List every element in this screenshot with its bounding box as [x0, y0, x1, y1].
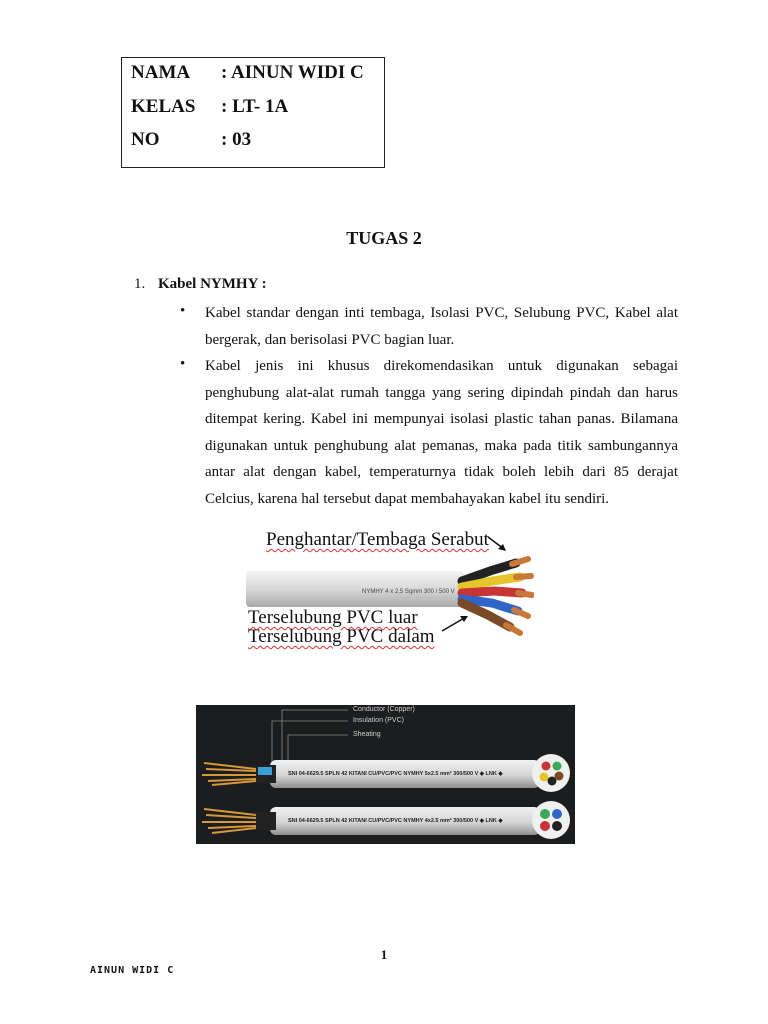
footer-author: AINUN WIDI C — [90, 965, 175, 976]
bullet-paragraph-1 — [205, 300, 678, 353]
cable-print-text: NYMHY 4 x 2,5 Sqmm 300 / 500 V — [362, 589, 455, 595]
bullet-paragraph-2 — [205, 353, 678, 513]
label-sheathing: Sheating — [353, 731, 381, 738]
paragraph-line: Kabel jenis ini khusus direkomendasikan untuk digunakan sebagai — [205, 358, 678, 374]
cable-figure-2 — [196, 705, 575, 844]
paragraph-line: Kabel standar dengan inti tembaga, Isolasi PVC, Selubung PVC, Kabel alat — [205, 305, 678, 321]
label-conductor: Penghantar/Tembaga Serabut — [266, 529, 489, 550]
paragraph-line: antar alat dengan kabel, temperaturnya tidak boleh lebih dari 85 derajat — [205, 464, 678, 481]
cable-1-print: SNI 04-6629.5 SPLN 42 KITANI CU/PVC/PVC NYMHY 5x2.5 mm² 300/500 V ◆ LNK ◆ — [288, 771, 503, 777]
paragraph-line: digunakan untuk penghubung alat pemanas, maka pada titik sambungannya — [205, 437, 678, 454]
identity-key: KELAS — [131, 96, 196, 117]
paragraph-line: Celcius, karena hal tersebut dapat membahayakan kabel itu sendiri. — [205, 490, 610, 507]
section-heading: Kabel NYMHY : — [158, 276, 267, 292]
label-insulation-pvc: Insulation (PVC) — [353, 717, 404, 724]
identity-value: : 03 — [221, 129, 252, 150]
cable-figure-1 — [244, 527, 534, 655]
identity-row-kelas — [131, 96, 288, 118]
page-number: 1 — [380, 947, 388, 962]
cable-2-print: SNI 04-6629.5 SPLN 42 KITANI CU/PVC/PVC NYMHY 4x2.5 mm² 300/500 V ◆ LNK ◆ — [288, 818, 503, 824]
identity-row-no — [131, 129, 251, 151]
identity-box — [121, 57, 385, 168]
page-title: TUGAS 2 — [346, 228, 422, 248]
label-conductor-copper: Conductor (Copper) — [353, 706, 415, 713]
identity-row-nama — [131, 62, 364, 84]
label-outer-sheath: Terselubung PVC luar — [248, 607, 418, 628]
paragraph-line: penghubung alat-alat rumah tangga yang sering dipindah pindah dan harus — [205, 384, 678, 401]
paragraph-line: bergerak, dan berisolasi PVC bagian luar. — [205, 331, 455, 348]
bullet-icon: • — [180, 356, 186, 372]
identity-value: : LT- 1A — [221, 96, 289, 117]
paragraph-line: ditempat kering. Kabel ini mempunyai isolasi plastic tahan panas. Bilamana — [205, 411, 678, 428]
bullet-icon: • — [180, 303, 186, 319]
identity-value: : AINUN WIDI C — [221, 62, 364, 83]
identity-key: NAMA — [131, 62, 191, 83]
identity-key: NO — [131, 129, 160, 150]
label-inner-sheath: Terselubung PVC dalam — [248, 626, 435, 647]
list-number: 1. — [134, 276, 146, 292]
